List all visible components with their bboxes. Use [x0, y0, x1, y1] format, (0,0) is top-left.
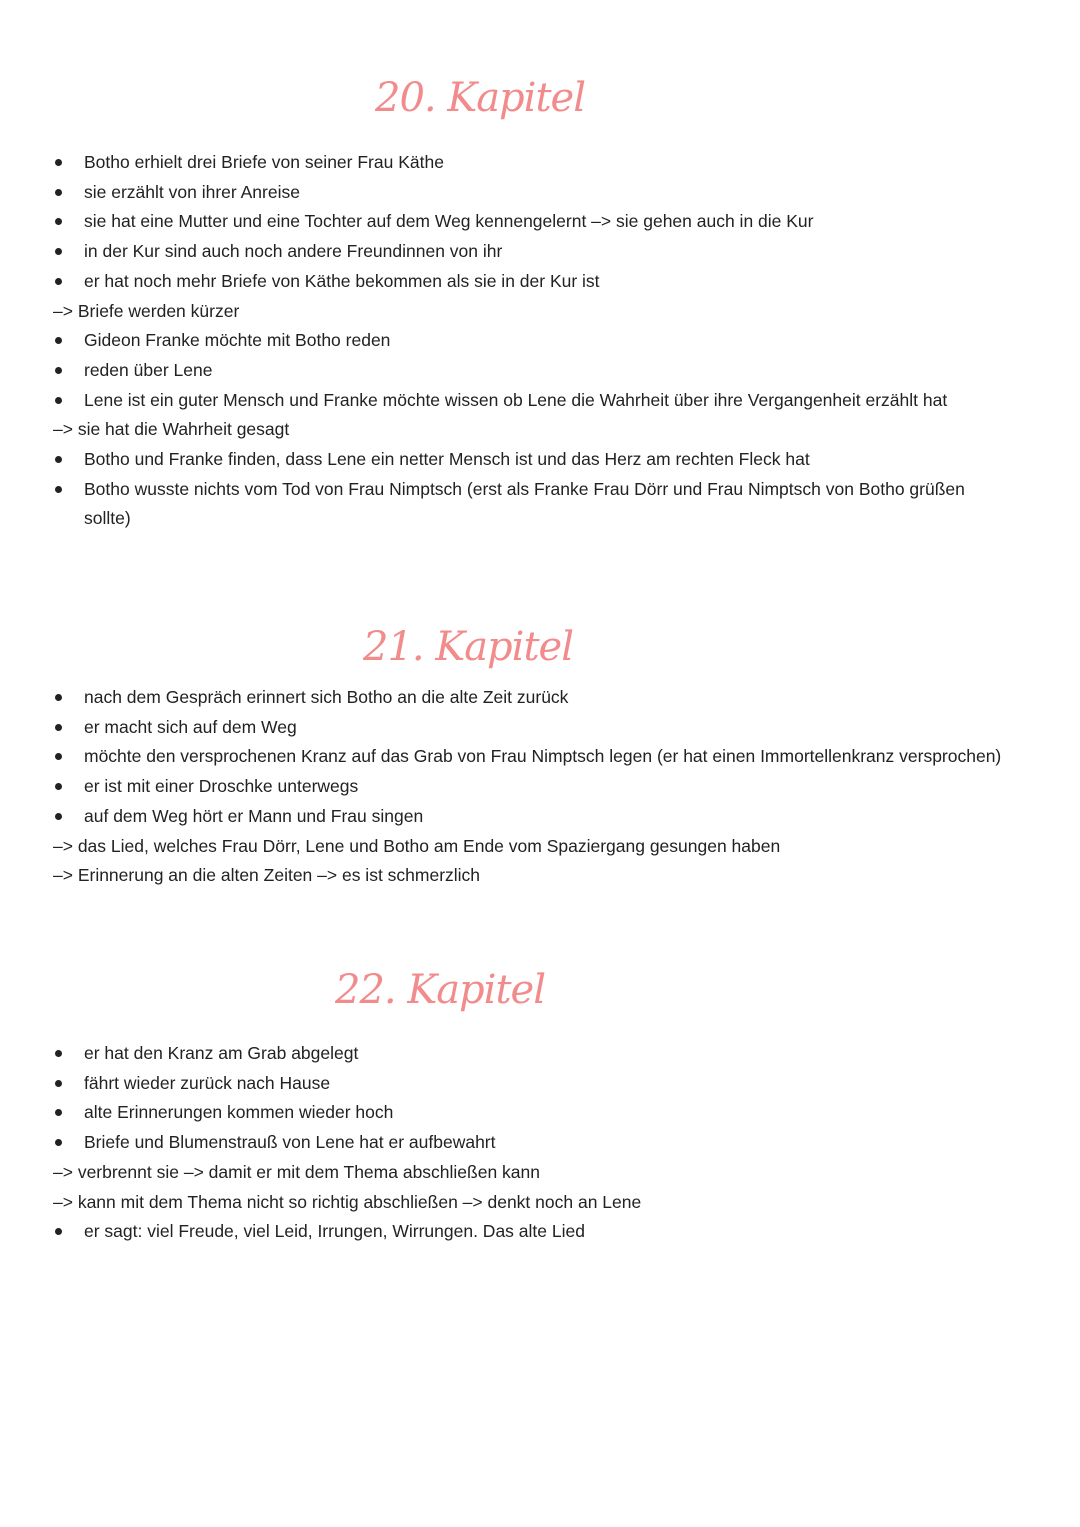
list-item — [0, 444, 1080, 474]
bullet-icon — [55, 1080, 62, 1087]
bullet-icon — [55, 456, 62, 463]
list-item — [0, 1038, 1080, 1068]
bullet-icon — [55, 1109, 62, 1116]
list-item-text: er ist mit einer Droschke unterwegs — [84, 776, 359, 797]
arrow-note — [0, 296, 1080, 326]
list-item-continuation — [0, 503, 1080, 533]
list-item-text: Botho und Franke finden, dass Lene ein netter Mensch ist und das Herz am rechten Fleck hat — [84, 449, 810, 469]
chapter-21-title: 21. Kapitel — [363, 624, 573, 670]
arrow-note — [0, 414, 1080, 444]
arrow-note-text: –> Briefe werden kürzer — [53, 300, 240, 321]
list-item — [0, 177, 1080, 207]
arrow-note-text: –> das Lied, welches Frau Dörr, Lene und Botho am Ende vom Spaziergang gesungen haben — [53, 835, 781, 856]
bullet-icon — [55, 1228, 62, 1235]
bullet-icon — [55, 1139, 62, 1146]
list-item — [0, 385, 1080, 415]
list-item — [0, 325, 1080, 355]
list-item — [0, 771, 1080, 801]
bullet-icon — [55, 486, 62, 493]
bullet-icon — [55, 694, 62, 701]
list-item-text: er hat noch mehr Briefe von Käthe bekommen als sie in der Kur ist — [84, 270, 600, 291]
arrow-note — [0, 831, 1080, 861]
list-item-text: Botho erhielt drei Briefe von seiner Frau Käthe — [84, 152, 444, 172]
arrow-note-text: –> verbrennt sie –> damit er mit dem Thema abschließen kann — [53, 1161, 541, 1182]
list-item-text: Gideon Franke möchte mit Botho reden — [84, 330, 391, 351]
arrow-note-text: –> kann mit dem Thema nicht so richtig abschließen –> denkt noch an Lene — [53, 1191, 642, 1212]
list-item — [0, 206, 1080, 236]
bullet-icon — [55, 753, 62, 760]
list-item — [0, 1097, 1080, 1127]
arrow-note-text: –> sie hat die Wahrheit gesagt — [53, 419, 290, 440]
bullet-icon — [55, 218, 62, 225]
bullet-icon — [55, 783, 62, 790]
bullet-icon — [55, 1050, 62, 1057]
list-item — [0, 474, 1080, 504]
list-item-text: nach dem Gespräch erinnert sich Botho an die alte Zeit zurück — [84, 687, 569, 707]
list-item — [0, 355, 1080, 385]
list-item-text: sie hat eine Mutter und eine Tochter auf dem Weg kennengelernt –> sie gehen auch in die Kur — [84, 211, 814, 232]
list-item-text: Lene ist ein guter Mensch und Franke möchte wissen ob Lene die Wahrheit über ihre Vergangenheit erzählt hat — [84, 389, 948, 410]
list-item-text: auf dem Weg hört er Mann und Frau singen — [84, 805, 424, 826]
bullet-icon — [55, 278, 62, 285]
list-item — [0, 1068, 1080, 1098]
bullet-icon — [55, 397, 62, 404]
list-item-text: reden über Lene — [84, 359, 213, 380]
bullet-icon — [55, 189, 62, 196]
list-item — [0, 1216, 1080, 1246]
bullet-icon — [55, 367, 62, 374]
list-item — [0, 1127, 1080, 1157]
list-item — [0, 712, 1080, 742]
list-item-text: alte Erinnerungen kommen wieder hoch — [84, 1102, 394, 1123]
list-item-text: Briefe und Blumenstrauß von Lene hat er aufbewahrt — [84, 1132, 496, 1153]
list-item-text: er macht sich auf dem Weg — [84, 716, 297, 737]
chapter-22-title: 22. Kapitel — [335, 967, 545, 1013]
bullet-icon — [55, 813, 62, 820]
arrow-note — [0, 1187, 1080, 1217]
list-item-text: Botho wusste nichts vom Tod von Frau Nimptsch (erst als Franke Frau Dörr und Frau Nimptsch von Botho grüßen — [84, 478, 965, 499]
list-item-text: sie erzählt von ihrer Anreise — [84, 181, 300, 202]
list-item — [0, 741, 1080, 771]
list-item-text: in der Kur sind auch noch andere Freundinnen von ihr — [84, 241, 503, 262]
bullet-icon — [55, 248, 62, 255]
list-item — [0, 147, 1080, 177]
list-item-text: möchte den versprochenen Kranz auf das Grab von Frau Nimptsch legen (er hat einen Immortellenkranz versprochen) — [84, 746, 1002, 767]
chapter-20-title: 20. Kapitel — [375, 75, 585, 121]
list-item-text: er sagt: viel Freude, viel Leid, Irrungen, Wirrungen. Das alte Lied — [84, 1221, 585, 1242]
list-item-text: fährt wieder zurück nach Hause — [84, 1072, 331, 1093]
list-item — [0, 236, 1080, 266]
arrow-note — [0, 860, 1080, 890]
arrow-note — [0, 1157, 1080, 1187]
list-item-text: er hat den Kranz am Grab abgelegt — [84, 1043, 359, 1063]
list-item — [0, 682, 1080, 712]
arrow-note-text: –> Erinnerung an die alten Zeiten –> es ist schmerzlich — [53, 865, 481, 886]
list-item — [0, 801, 1080, 831]
bullet-icon — [55, 159, 62, 166]
bullet-icon — [55, 724, 62, 731]
list-item — [0, 266, 1080, 296]
list-item-text: sollte) — [84, 508, 131, 529]
bullet-icon — [55, 337, 62, 344]
